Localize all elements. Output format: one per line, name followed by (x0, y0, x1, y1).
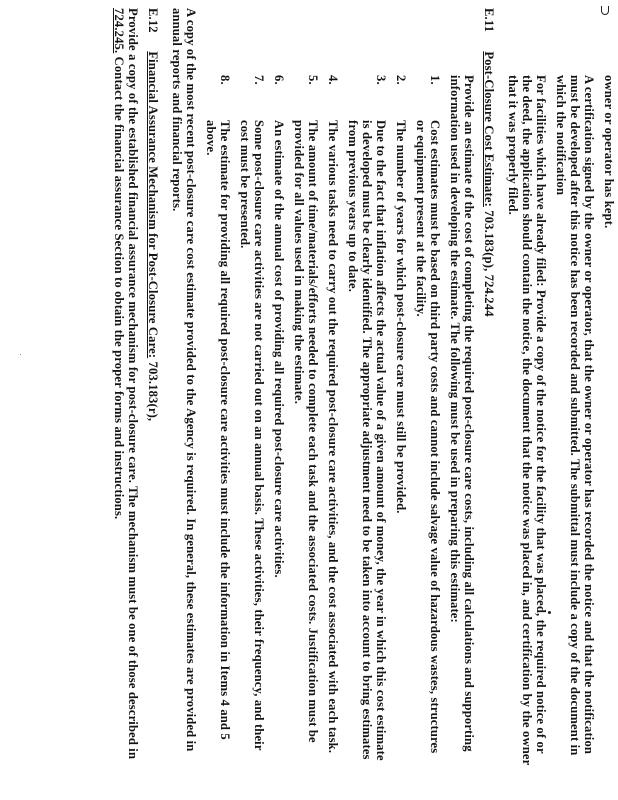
list-item-text: Cost estimates must be based on third party costs and cannot include salvage value of hazardous wastes, structures or equipment present at the facility. (414, 120, 442, 754)
rotated-page-content (108, 0, 618, 780)
list-item-text: Some post-closure care activities are not carried out on an annual basis. These activities, their frequency, and their cost must be presented. (238, 120, 266, 751)
section-e11-closing: A copy of the most recent post-closure care cost estimate provided to the Agency is required. In general, these estimates are provided in annual reports and financial reports. (170, 8, 198, 752)
list-item (204, 8, 232, 768)
list-item-number: 2. (394, 75, 408, 85)
scan-speck-mark (548, 611, 551, 614)
list-item-text: The various tasks need to carry out the required post-closure care activities, and the cost associated with each task. (326, 120, 340, 754)
list-item-number: 3. (374, 75, 388, 85)
list-item (326, 8, 340, 768)
section-e12-title: Financial Assurance Mechanism for Post-Closure Care: (146, 51, 160, 359)
list-item-number: 8. (218, 75, 232, 85)
list-item-text: The number of years for which post-closure care must still be provided. (394, 120, 408, 514)
list-item (346, 8, 388, 768)
section-e12-reference: 703.183(r), (146, 361, 160, 422)
list-item-number: 6. (272, 75, 286, 85)
list-item (272, 8, 286, 768)
section-e11-number: E.11 (482, 8, 496, 33)
section-e11-intro: Provide an estimate of the cost of completing the required post-closure care costs, including all calculations and supporting information used in developing the estimate. The following must be used in preparing this estimate: (448, 75, 476, 752)
section-e12-number: E.12 (146, 8, 160, 33)
scan-edge-mark (601, 6, 609, 15)
list-item-text: Due to the fact that inflation affects the actual value of a given amount of money, the year in which this cost estimate is developed must be clearly identified. The appropriate adjustment need to be taken into account to bring estimates from previous years up to date. (346, 120, 388, 761)
list-item (238, 8, 266, 768)
section-e12-body (112, 8, 140, 768)
certification-paragraph: A certification signed by the owner or operator, that the owner or operator has recorded the notice and that the notification must be developed after this notice has been recorded and submitted. The submittal must include a copy of the document in which the notification (554, 75, 596, 756)
section-e11-title: Post-Closure Cost Estimate: (482, 51, 496, 207)
section-e12-regulation-ref: 724.245. (112, 8, 126, 54)
list-item (414, 8, 442, 768)
list-item-number: 4. (326, 75, 340, 85)
document-body (106, 8, 616, 768)
list-item-number: 7. (252, 75, 266, 85)
section-e12-body-start: Provide a copy of the established financial assurance mechanism for post-closure care. The mechanism must be one of those described in (126, 8, 140, 760)
carry-over-line: owner or operator has kept. (602, 75, 616, 229)
section-e11-heading (482, 8, 496, 768)
section-e11-reference: 703.183(p), 724.244 (482, 210, 496, 317)
list-item-number: 1. (428, 75, 442, 85)
already-filed-paragraph: For facilities which have already filed: Provide a copy of the notice for the facility that was placed, the required notice of or the deed, the application should contain the notice, the document that the notice was placed in, and certification by the owner that it was properly filed. (506, 75, 548, 766)
section-e12-body-end: Contact the financial assurance Section to obtain the proper forms and instructions. (112, 56, 126, 520)
list-item (394, 8, 408, 768)
list-item-text: An estimate of the annual cost of providing all required post-closure care activities. (272, 120, 286, 578)
list-item-text: The estimate for providing all required post-closure care activities must include the information in Items 4 and 5 above. (204, 120, 232, 740)
list-item-text: The amount of time/materials/efforts needed to complete each task and the associated costs. Justification must be provided for all values used in making the estimate. (292, 120, 320, 743)
list-item-number: 5. (306, 75, 320, 85)
section-e12-heading (146, 8, 160, 768)
scan-speck-mark (20, 354, 21, 355)
list-item (292, 8, 320, 768)
